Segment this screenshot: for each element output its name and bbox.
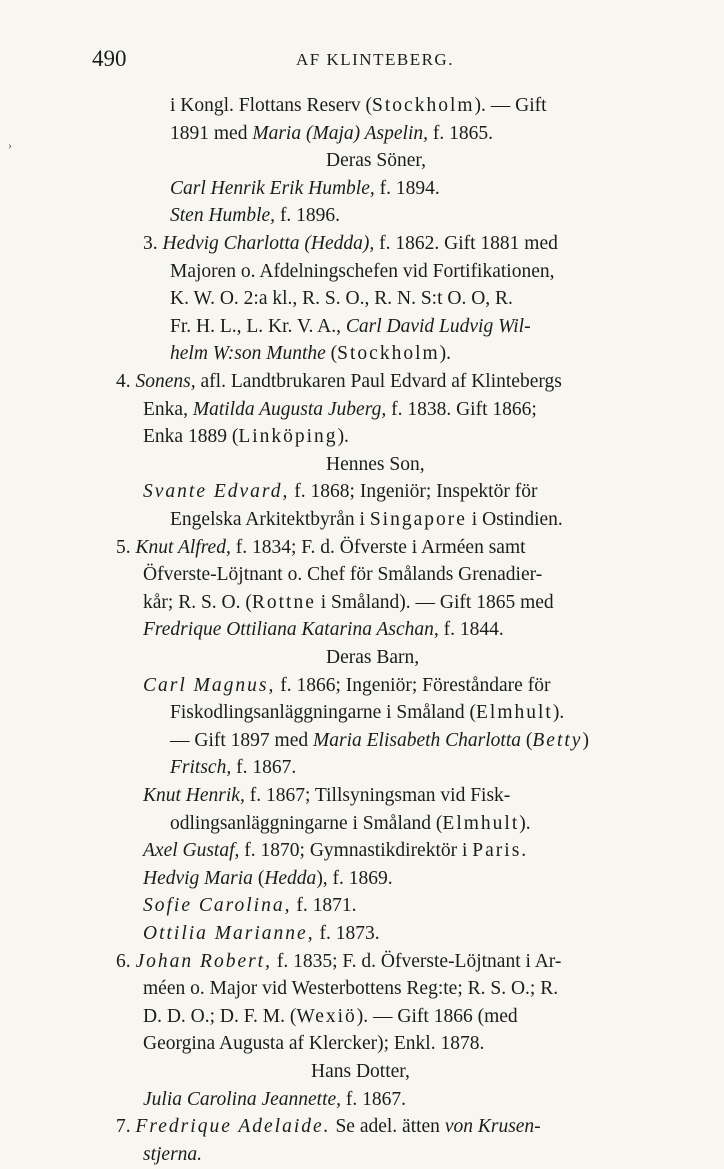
text-segment: f. 1866; Ingeniör; Föreståndare för <box>275 674 551 696</box>
text-segment: Enka 1889 ( <box>143 426 239 448</box>
text-segment: Carl David Ludvig Wil- <box>345 315 531 337</box>
text-line <box>0 258 724 286</box>
text-line <box>0 506 724 534</box>
text-segment: f. 1867; Tillsyningsman vid Fisk- <box>244 785 511 806</box>
text-line <box>0 1003 724 1031</box>
text-line <box>0 699 724 727</box>
text-segment: ). — Gift 1866 (med <box>356 1005 518 1027</box>
text-segment: Johan Robert, <box>135 950 272 972</box>
text-segment: Georgina Augusta af Klercker); Enkl. 1878. <box>143 1033 485 1055</box>
text-segment: — Gift 1897 med <box>170 729 313 751</box>
text-segment: Knut Alfred, <box>135 536 231 558</box>
text-segment: ( <box>252 867 265 889</box>
text-segment: i Kongl. Flottans Reserv ( <box>170 95 373 116</box>
text-segment: Linköping <box>238 426 338 448</box>
text-segment: Hedvig Maria <box>143 867 253 889</box>
text-segment: helm W:son Munthe <box>170 343 326 365</box>
text-segment: Fiskodlingsanläggningarne i Småland ( <box>170 702 477 724</box>
text-segment: Deras Barn, <box>326 647 420 668</box>
text-segment: Betty <box>532 729 583 751</box>
text-segment: Singapore <box>369 509 467 530</box>
text-segment: f. 1871. <box>291 895 357 917</box>
text-segment: Sonens, <box>135 371 196 392</box>
text-segment: méen o. Major vid Westerbottens Reg:te; R. S. O.; R. <box>143 978 559 1000</box>
text-segment: Knut Henrik, <box>143 785 245 806</box>
text-line <box>0 1113 724 1141</box>
page-number: 490 <box>92 46 127 71</box>
text-segment: Svante Edvard, <box>143 481 290 503</box>
text-line <box>0 120 724 148</box>
text-line <box>0 672 724 700</box>
text-segment: 6. <box>116 950 136 972</box>
text-line <box>0 1030 724 1058</box>
text-line <box>0 754 724 782</box>
text-segment: f. 1873. <box>314 923 380 944</box>
text-line <box>0 285 724 313</box>
text-segment: Julia Carolina Jeannette, <box>143 1088 342 1110</box>
text-line <box>0 1058 724 1086</box>
text-line <box>0 975 724 1003</box>
text-line <box>0 92 724 120</box>
text-segment: Öfverste-Löjtnant o. Chef för Smålands Grenadier- <box>143 564 543 586</box>
text-segment: kår; R. S. O. ( <box>143 591 252 613</box>
text-segment: Axel Gustaf, <box>143 840 240 862</box>
text-segment: Hedvig Charlotta (Hedda), <box>162 233 375 254</box>
text-segment: Fredrique Adelaide. <box>135 1116 331 1138</box>
text-line <box>0 782 724 810</box>
text-segment: ). — Gift <box>474 95 547 116</box>
text-line <box>0 644 724 672</box>
text-segment: Stockholm <box>337 343 440 365</box>
text-line <box>0 1141 724 1169</box>
text-segment: f. 1867. <box>341 1088 407 1110</box>
text-segment: Sofie Carolina, <box>143 895 292 917</box>
text-segment: 5. <box>116 536 136 558</box>
text-segment: 3. <box>143 233 163 254</box>
page-header <box>92 46 682 76</box>
text-line <box>0 478 724 506</box>
text-segment: f. 1835; F. d. Öfverste-Löjtnant i Ar- <box>271 950 562 972</box>
text-segment: Stockholm <box>372 95 475 116</box>
text-segment: odlingsanläggningarne i Småland ( <box>170 812 443 834</box>
text-segment: Ottilia Marianne, <box>143 923 315 944</box>
text-segment: Hennes Son, <box>326 453 425 475</box>
text-segment: ). <box>337 426 349 448</box>
text-line <box>0 340 724 368</box>
text-segment: ), f. 1869. <box>316 867 393 889</box>
text-line <box>0 368 724 396</box>
text-segment: Majoren o. Afdelningschefen vid Fortifikationen, <box>170 260 555 282</box>
text-line <box>0 810 724 838</box>
text-line <box>0 1086 724 1114</box>
text-segment: Fritsch, <box>170 757 232 779</box>
text-line <box>0 727 724 755</box>
text-segment: Fredrique Ottiliana Katarina Aschan, <box>143 619 439 641</box>
text-segment: Hans Dotter, <box>311 1061 410 1082</box>
text-segment: Paris <box>472 840 522 862</box>
text-segment: ) <box>582 729 589 751</box>
text-segment: Matilda Augusta Juberg, <box>192 398 387 420</box>
text-segment: von Krusen- <box>444 1116 541 1138</box>
text-line <box>0 147 724 175</box>
text-segment: D. D. O.; D. F. M. ( <box>143 1005 297 1027</box>
text-segment: afl. Landtbrukaren Paul Edvard af Klintebergs <box>195 371 562 392</box>
text-segment: Carl Magnus, <box>143 674 276 696</box>
text-segment: f. 1868; Ingeniör; Inspektör för <box>289 481 538 503</box>
text-segment: 4. <box>116 371 136 392</box>
text-line <box>0 313 724 341</box>
text-segment: f. 1870; Gymnastikdirektör i <box>239 840 473 862</box>
text-segment: Hedda <box>264 867 317 889</box>
text-segment: f. 1896. <box>275 205 341 227</box>
text-line <box>0 616 724 644</box>
text-segment: Elmhult <box>476 702 553 724</box>
text-line <box>0 202 724 230</box>
text-segment: 1891 med <box>170 122 253 144</box>
text-segment: Fr. H. L., L. Kr. V. A., <box>170 315 346 337</box>
running-head: AF KLINTEBERG. <box>296 50 454 69</box>
margin-mark: › <box>8 138 12 152</box>
text-line <box>0 892 724 920</box>
text-line <box>0 230 724 258</box>
text-segment: ). <box>552 702 565 724</box>
text-segment: Wexiö <box>296 1005 357 1027</box>
text-segment: f. 1867. <box>231 757 297 779</box>
text-segment: Elmhult <box>442 812 520 834</box>
text-segment: ). <box>439 343 452 365</box>
text-segment: ( <box>521 729 533 751</box>
text-line <box>0 948 724 976</box>
text-line <box>0 837 724 865</box>
text-segment: i Ostindien. <box>466 509 563 530</box>
text-line <box>0 865 724 893</box>
text-segment: Sten Humble, <box>170 205 276 227</box>
text-segment: f. 1844. <box>438 619 504 641</box>
text-segment: f. 1894. <box>374 177 440 199</box>
text-line <box>0 589 724 617</box>
text-line <box>0 396 724 424</box>
text-segment: Maria Elisabeth Charlotta <box>312 729 521 751</box>
text-segment: Engelska Arkitektbyrån i <box>170 509 370 530</box>
text-segment: Maria (Maja) Aspelin, <box>252 122 428 144</box>
text-line <box>0 451 724 479</box>
text-line <box>0 561 724 589</box>
text-segment: f. 1865. <box>428 122 493 144</box>
text-segment: . <box>521 840 527 862</box>
text-segment: 7. <box>116 1116 136 1138</box>
text-segment: Rottne <box>251 591 316 613</box>
text-segment: Carl Henrik Erik Humble, <box>170 177 375 199</box>
text-line <box>0 920 724 948</box>
text-segment: f. 1862. Gift 1881 med <box>374 233 558 254</box>
text-line <box>0 534 724 562</box>
text-segment: Deras Söner, <box>326 150 426 172</box>
text-segment: ( <box>325 343 338 365</box>
text-segment: Enka, <box>143 398 193 420</box>
text-segment: ). <box>519 812 531 834</box>
text-segment: f. 1838. Gift 1866; <box>386 398 537 420</box>
text-segment: f. 1834; F. d. Öfverste i Arméen samt <box>230 536 526 558</box>
text-segment: K. W. O. 2:a kl., R. S. O., R. N. S:t O. O, R. <box>170 288 513 310</box>
text-line <box>0 175 724 203</box>
text-segment: stjerna. <box>143 1143 203 1165</box>
text-segment: Se adel. ätten <box>330 1116 445 1138</box>
text-segment: i Småland). — Gift 1865 med <box>315 591 554 613</box>
text-line <box>0 423 724 451</box>
